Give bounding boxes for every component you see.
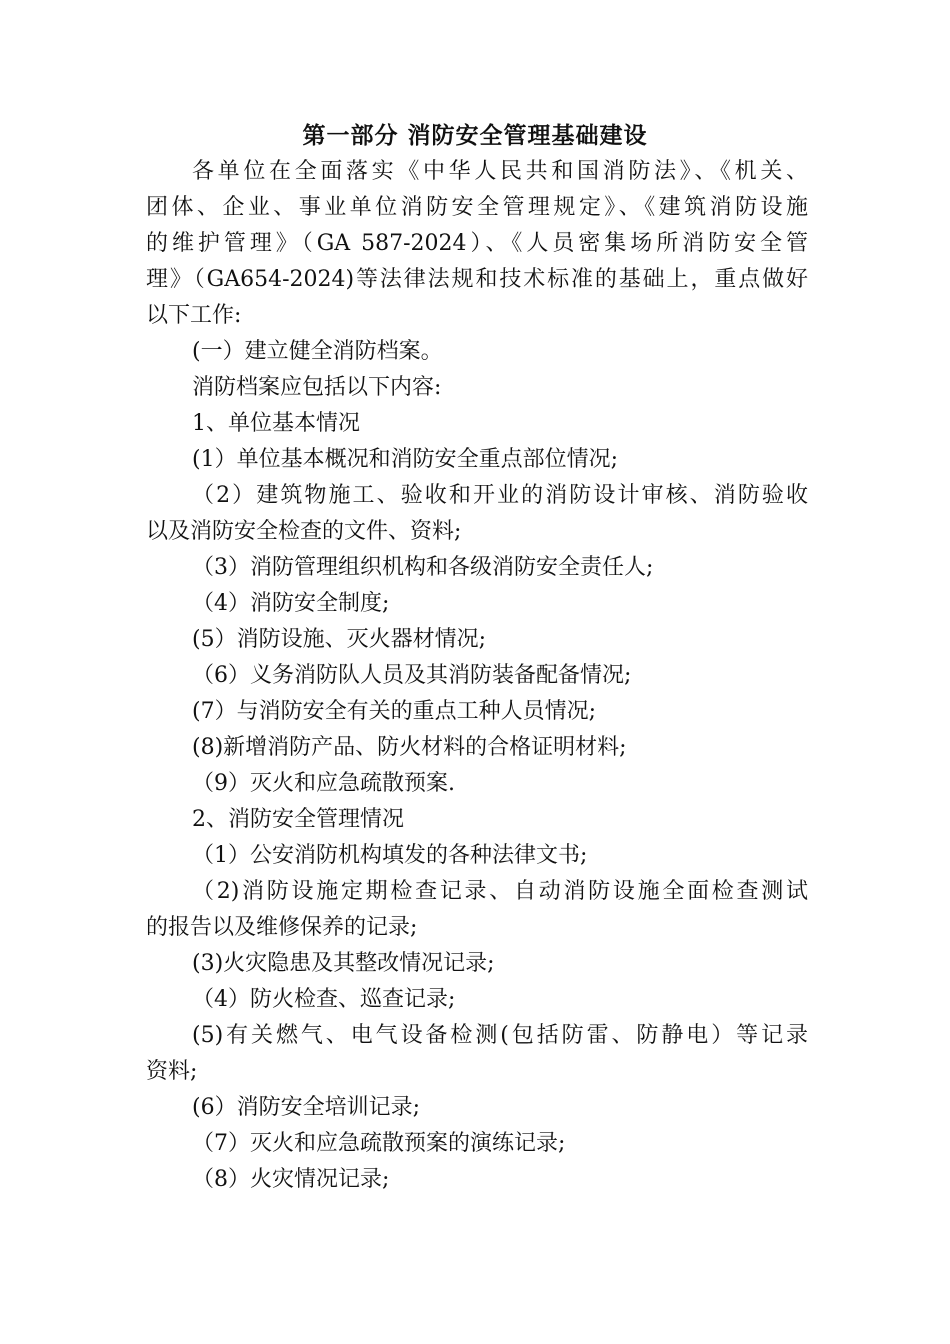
part-heading: 1、单位基本情况	[192, 411, 360, 436]
intro-line: 团体、企业、事业单位消防安全管理规定》、《建筑消防设施	[146, 195, 808, 220]
list-item: （2)消防设施定期检查记录、自动消防设施全面检查测试	[192, 879, 808, 904]
list-item: （8）火灾情况记录;	[192, 1167, 390, 1192]
list-item: (5）消防设施、灭火器材情况;	[192, 627, 486, 652]
list-item: (3)火灾隐患及其整改情况记录;	[192, 951, 495, 976]
list-item-continuation: 以及消防安全检查的文件、资料;	[146, 519, 462, 544]
list-item: （9）灭火和应急疏散预案.	[192, 771, 455, 796]
list-item: (5)有关燃气、电气设备检测(包括防雷、防静电）等记录	[192, 1023, 808, 1048]
section-lead: 消防档案应包括以下内容:	[192, 375, 442, 400]
list-item: （1）公安消防机构填发的各种法律文书;	[192, 843, 588, 868]
intro-line: 以下工作:	[146, 303, 242, 328]
list-item: （2）建筑物施工、验收和开业的消防设计审核、消防验收	[192, 483, 808, 508]
list-item: (8)新增消防产品、防火材料的合格证明材料;	[192, 735, 627, 760]
list-item-continuation: 资料;	[146, 1059, 198, 1084]
list-item: （4）消防安全制度;	[192, 591, 390, 616]
list-item: (7）与消防安全有关的重点工种人员情况;	[192, 699, 596, 724]
list-item: （4）防火检查、巡查记录;	[192, 987, 456, 1012]
list-item: （7）灭火和应急疏散预案的演练记录;	[192, 1131, 566, 1156]
section-heading: (一）建立健全消防档案。	[192, 339, 443, 364]
list-item: （6）义务消防队人员及其消防装备配备情况;	[192, 663, 632, 688]
list-item: (6）消防安全培训记录;	[192, 1095, 420, 1120]
list-item: (1）单位基本概况和消防安全重点部位情况;	[192, 447, 618, 472]
intro-paragraph	[146, 154, 808, 334]
intro-line: 理》（GA654-2024)等法律法规和技术标准的基础上，重点做好	[146, 267, 808, 292]
list-item: （3）消防管理组织机构和各级消防安全责任人;	[192, 555, 654, 580]
part-heading: 2、消防安全管理情况	[192, 807, 404, 832]
intro-line: 的维护管理》（GA 587-2024）、《人员密集场所消防安全管	[146, 231, 808, 256]
page-title: 第一部分 消防安全管理基础建设	[302, 122, 648, 149]
list-item-continuation: 的报告以及维修保养的记录;	[146, 915, 418, 940]
intro-line: 各单位在全面落实《中华人民共和国消防法》、《机关、	[192, 159, 808, 184]
document-body	[146, 154, 808, 1198]
